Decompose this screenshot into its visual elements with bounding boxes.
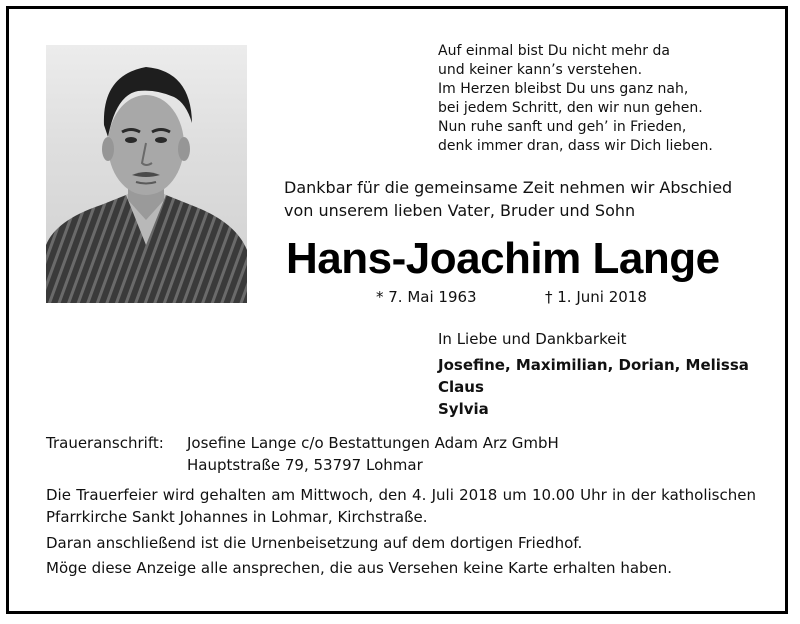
poem xyxy=(438,42,758,156)
mourners-lead: In Liebe und Dankbarkeit xyxy=(438,330,627,348)
intro-line: von unserem lieben Vater, Bruder und Sohn xyxy=(284,201,636,220)
mourner-name: Sylvia xyxy=(438,400,489,418)
address-label: Traueranschrift: xyxy=(46,434,164,452)
urn-paragraph: Daran anschließend ist die Urnenbeisetzung auf dem dortigen Friedhof. xyxy=(46,534,583,552)
intro-text xyxy=(284,176,764,222)
mourners-block xyxy=(438,328,749,420)
poem-line: Auf einmal bist Du nicht mehr da xyxy=(438,43,670,59)
poem-line: Nun ruhe sanft und geh’ in Frieden, xyxy=(438,119,687,135)
poem-line: denk immer dran, dass wir Dich lieben. xyxy=(438,138,713,154)
address-line: Josefine Lange c/o Bestattungen Adam Arz GmbH xyxy=(187,434,559,452)
death-date: † 1. Juni 2018 xyxy=(545,288,647,306)
poem-line: bei jedem Schritt, den wir nun gehen. xyxy=(438,100,703,116)
birth-date: * 7. Mai 1963 xyxy=(376,288,477,306)
mourners-names xyxy=(438,354,749,420)
poem-line: und keiner kann’s verstehen. xyxy=(438,62,643,78)
portrait-photo xyxy=(46,45,247,303)
funeral-paragraph: Die Trauerfeier wird gehalten am Mittwoch, den 4. Juli 2018 um 10.00 Uhr in der katholischen Pfarrkirche Sankt Johannes in Lohmar, Kirchstraße. xyxy=(46,486,756,526)
deceased-name: Hans-Joachim Lange xyxy=(286,234,720,283)
intro-line: Dankbar für die gemeinsame Zeit nehmen wir Abschied xyxy=(284,178,733,197)
notice-paragraph: Möge diese Anzeige alle ansprechen, die aus Versehen keine Karte erhalten haben. xyxy=(46,559,673,577)
mourner-name: Josefine, Maximilian, Dorian, Melissa xyxy=(438,356,749,374)
poem-line: Im Herzen bleibst Du uns ganz nah, xyxy=(438,81,689,97)
address-line: Hauptstraße 79, 53797 Lohmar xyxy=(187,456,423,474)
funeral-details xyxy=(46,484,756,579)
mourner-name: Claus xyxy=(438,378,484,396)
